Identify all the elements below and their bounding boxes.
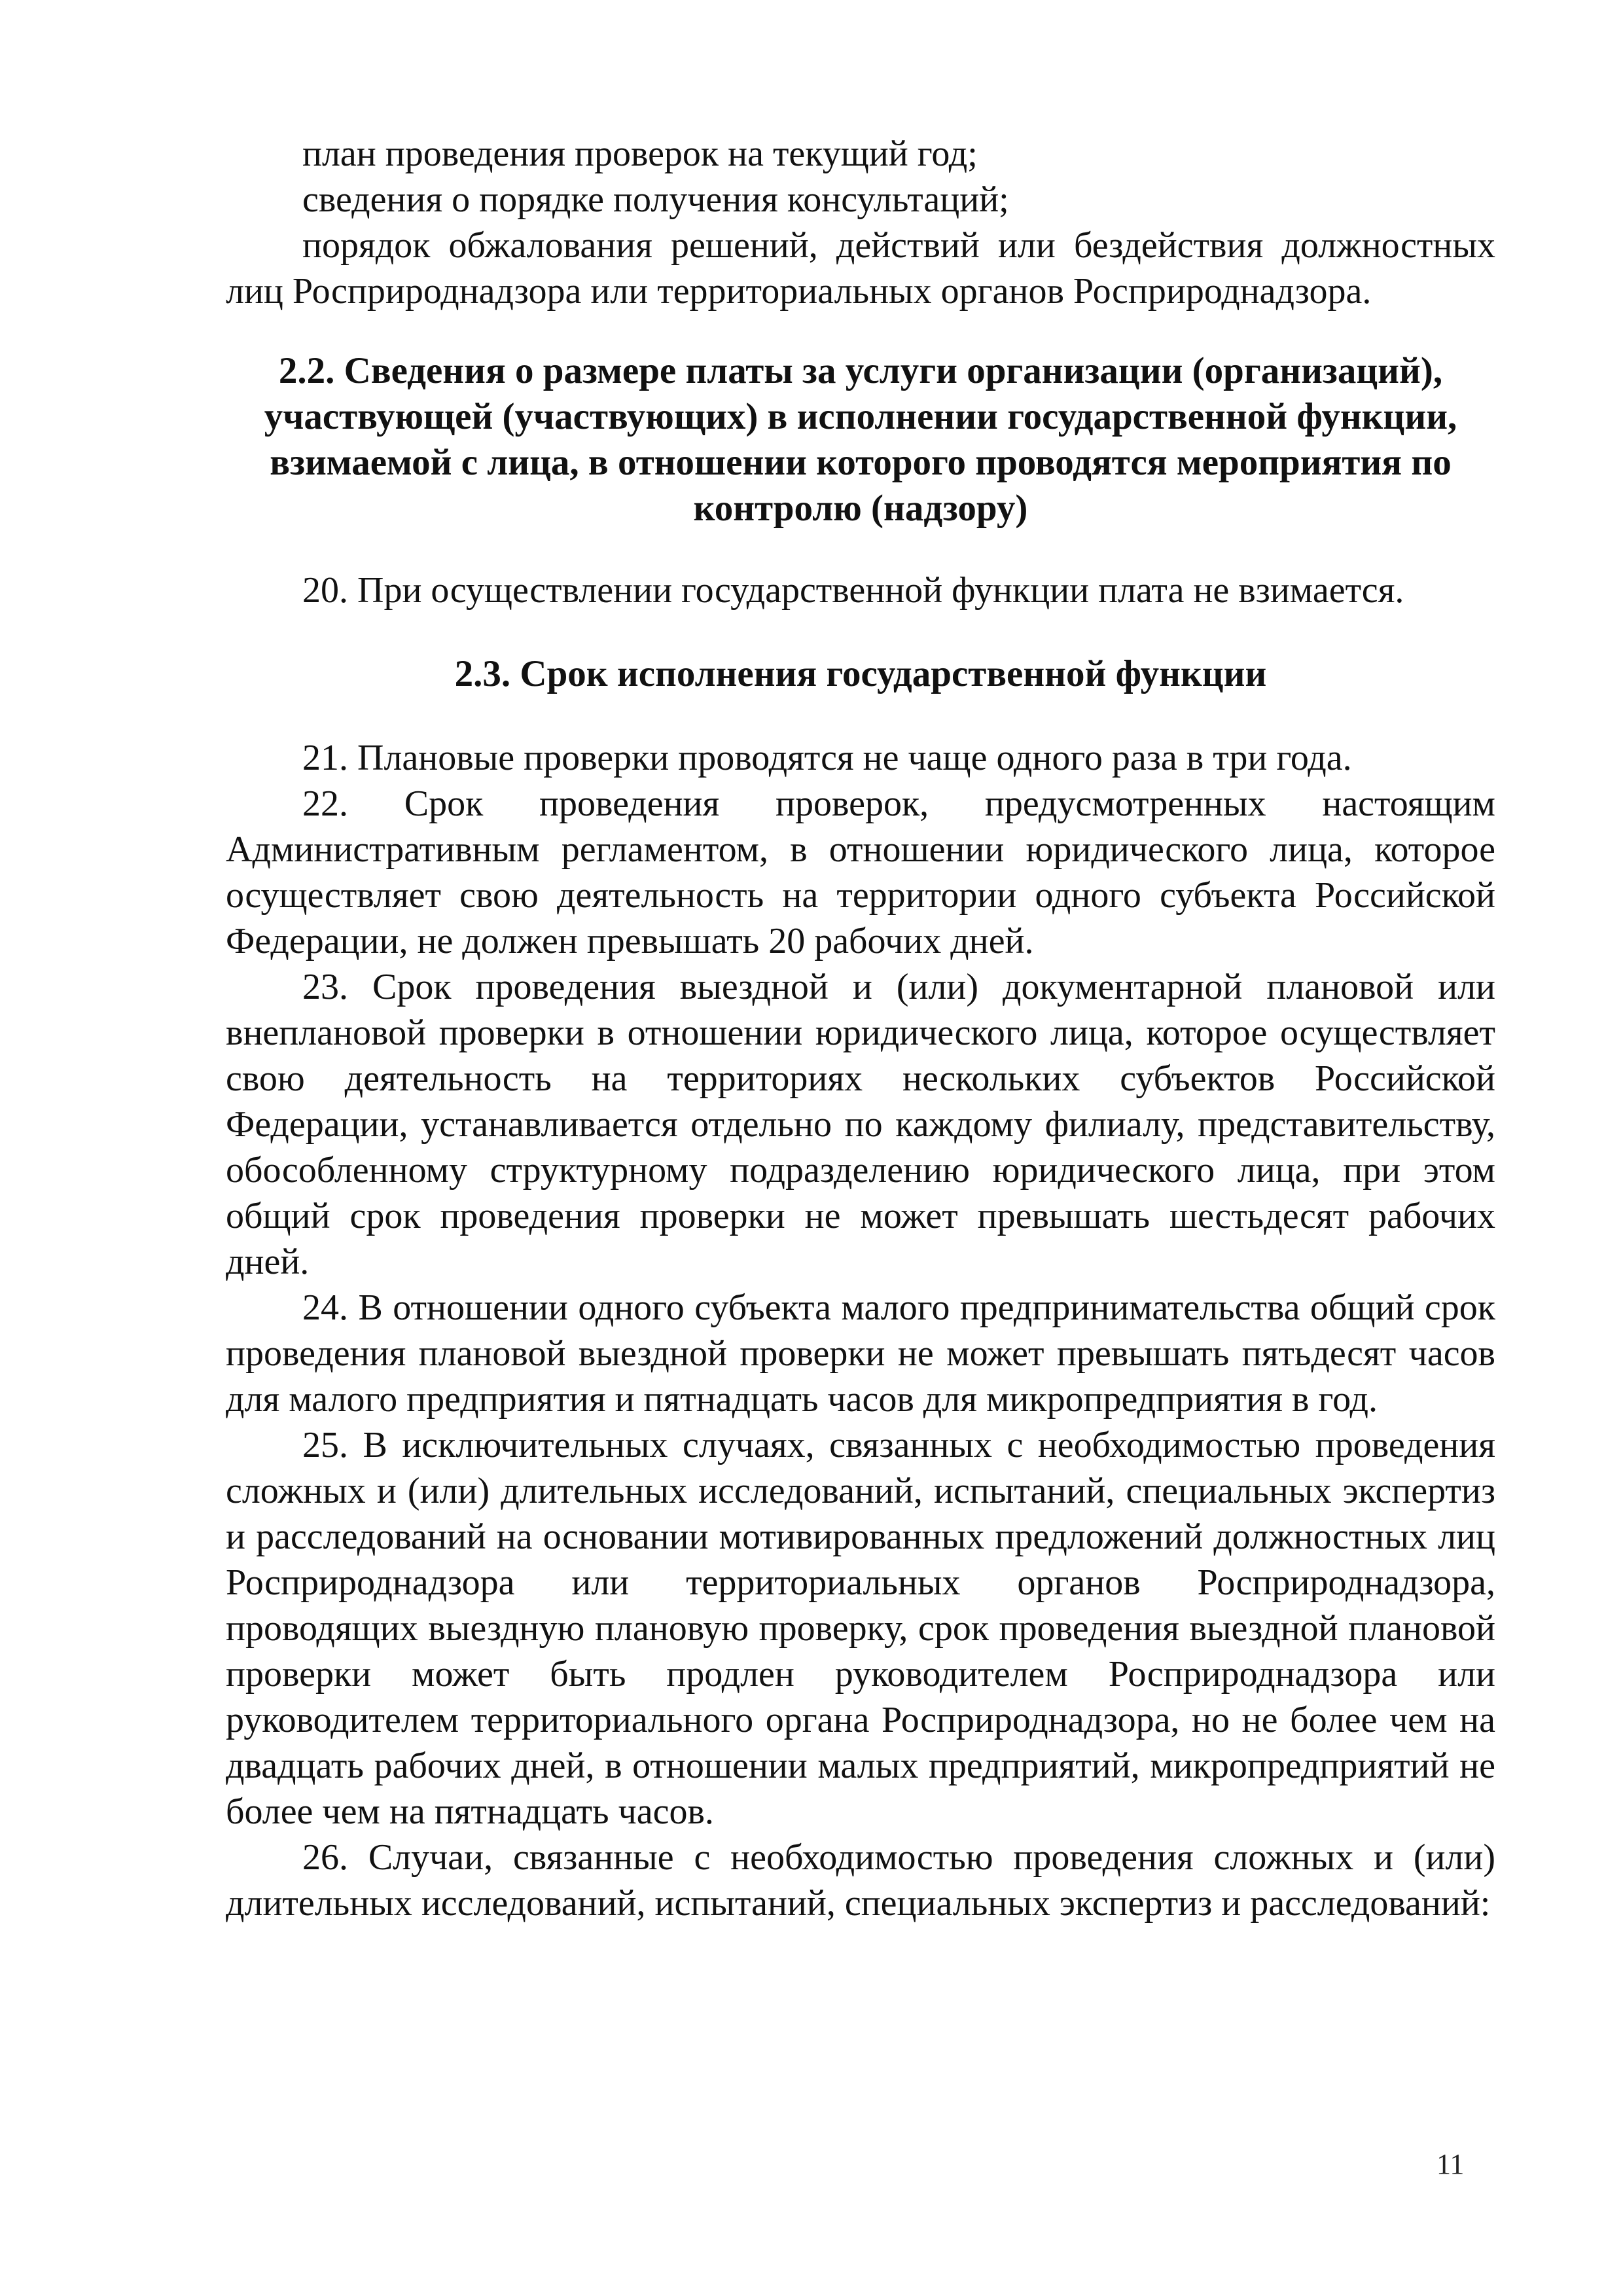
paragraph-25: 25. В исключительных случаях, связанных с необходимостью проведения сложных и (или) длительных исследований, испытаний, специальных экспертиз и расследований на основании мотивированных предложений должностных лиц Росприроднадзора или территориальных органов Росприроднадзора, проводящих выездную плановую проверку, срок проведения выездной плановой проверки может быть продлен руководителем Росприроднадзора или руководителем территориального органа Росприроднадзора, но не более чем на двадцать рабочих дней, в отношении малых предприятий, микропредприятий не более чем на пятнадцать часов. (226, 1425, 1495, 1832)
section-2-3-heading: 2.3. Срок исполнения государственной функции (454, 653, 1267, 694)
intro-line-3: порядок обжалования решений, действий или бездействия должностных лиц Росприроднадзора или территориальных органов Росприроднадзора. (226, 225, 1495, 312)
section-2-2-heading: 2.2. Сведения о размере платы за услуги организации (организаций), участвующей (участвующих) в исполнении государственной функции, взимаемой с лица, в отношении которого проводятся мероприятия по контролю (надзору) (264, 350, 1457, 529)
intro-line-1: план проведения проверок на текущий год; (302, 134, 978, 174)
paragraph-21: 21. Плановые проверки проводятся не чаще одного раза в три года. (302, 738, 1352, 778)
paragraph-23: 23. Срок проведения выездной и (или) документарной плановой или внеплановой проверки в отношении юридического лица, которое осуществляет свою деятельность на территориях нескольких субъектов Российской Федерации, устанавливается отдельно по каждому филиалу, представительству, обособленному структурному подразделению юридического лица, при этом общий срок проведения проверки не может превышать шестьдесят рабочих дней. (226, 967, 1495, 1282)
paragraph-24: 24. В отношении одного субъекта малого предпринимательства общий срок проведения плановой выездной проверки не может превышать пятьдесят часов для малого предприятия и пятнадцать часов для микропредприятия в год. (226, 1287, 1495, 1420)
paragraph-20: 20. При осуществлении государственной функции плата не взимается. (302, 570, 1404, 611)
paragraph-26: 26. Случаи, связанные с необходимостью проведения сложных и (или) длительных исследований, испытаний, специальных экспертиз и расследований: (226, 1837, 1495, 1924)
paragraph-22: 22. Срок проведения проверок, предусмотренных настоящим Административным регламентом, в отношении юридического лица, которое осуществляет свою деятельность на территории одного субъекта Российской Федерации, не должен превышать 20 рабочих дней. (226, 783, 1495, 961)
document-page (226, 131, 1495, 1926)
page-number: 11 (1436, 2148, 1465, 2180)
intro-line-2: сведения о порядке получения консультаций; (302, 179, 1009, 220)
